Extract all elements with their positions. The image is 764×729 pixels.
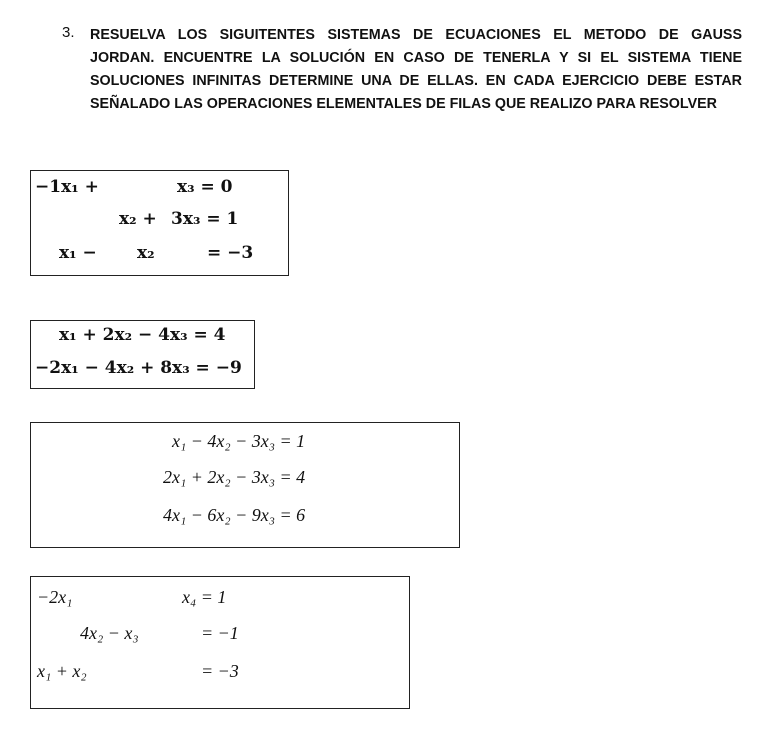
instruction-line-3: SOLUCIONES INFINITAS DETERMINE UNA DE ELLAS. EN CADA EJERCICIO DEBE ESTAR [90, 73, 742, 89]
instruction-line-4: SEÑALADO LAS OPERACIONES ELEMENTALES DE FILAS QUE REALIZO PARA RESOLVER [90, 96, 717, 112]
instruction-line-2: JORDAN. ENCUENTRE LA SOLUCIÓN EN CASO DE TENERLA Y SI EL SISTEMA TIENE [90, 50, 742, 66]
system-1-eq1-left: −1x₁ + [35, 177, 99, 197]
system-1-eq3-mid: x₂ [137, 243, 155, 263]
system-4-eq3-left: x₁ + x₂ [37, 661, 87, 681]
system-4-eq1-right: x₄ = 1 [182, 587, 227, 607]
system-4-eq2-left: 4x₂ − x₃ [80, 623, 139, 643]
system-1-eq2-right: 3x₃ = 1 [171, 209, 239, 229]
system-1-eq2-left: x₂ + [119, 209, 157, 229]
system-2-eq2: −2x₁ − 4x₂ + 8x₃ = −9 [35, 358, 242, 378]
system-4-box [30, 576, 410, 709]
system-3-box [30, 422, 460, 548]
system-1-eq1-right: x₃ = 0 [177, 177, 233, 197]
system-4-eq3-right: = −3 [201, 661, 239, 681]
system-1-eq3-left: x₁ − [59, 243, 97, 263]
system-1-box [30, 170, 289, 276]
instruction-line-1: RESUELVA LOS SIGUITENTES SISTEMAS DE ECUACIONES EL METODO DE GAUSS [90, 27, 742, 43]
system-1-eq3-right: = −3 [207, 243, 254, 263]
system-2-box [30, 320, 255, 389]
system-4-eq1-left: −2x₁ [37, 587, 73, 607]
system-3-eq1: x₁ − 4x₂ − 3x₃ = 1 [172, 431, 306, 451]
system-3-eq3: 4x₁ − 6x₂ − 9x₃ = 6 [163, 505, 306, 525]
problem-instructions [90, 24, 742, 116]
system-2-eq1: x₁ + 2x₂ − 4x₃ = 4 [59, 325, 226, 345]
problem-number: 3. [62, 24, 75, 41]
system-4-eq2-right: = −1 [201, 623, 239, 643]
system-3-eq2: 2x₁ + 2x₂ − 3x₃ = 4 [163, 467, 306, 487]
